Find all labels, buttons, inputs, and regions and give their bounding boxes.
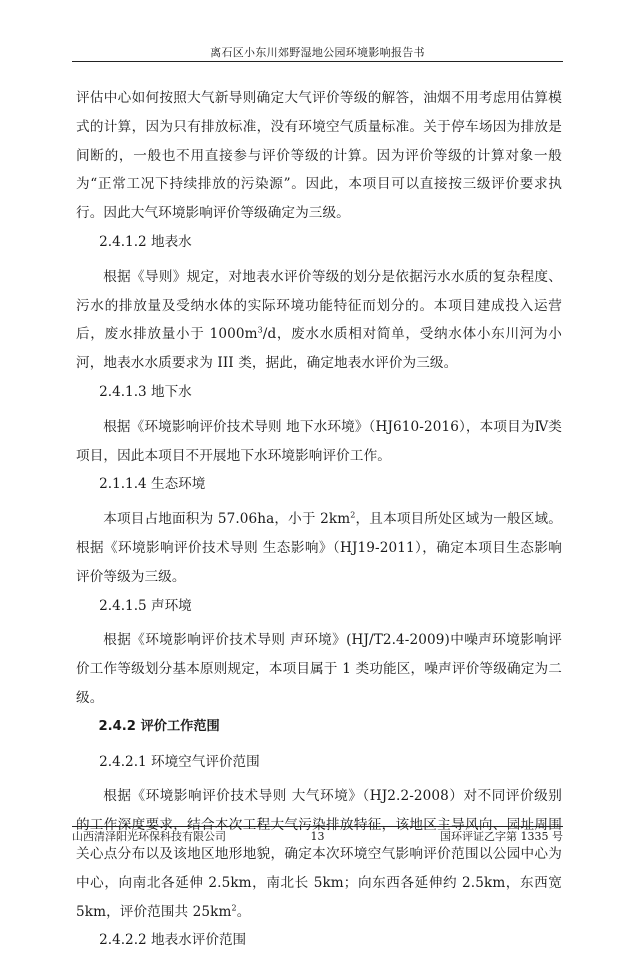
page-body bbox=[76, 84, 562, 955]
heading-2-4-2-1: 2.4.2.1 环境空气评价范围 bbox=[99, 753, 260, 770]
footer-certificate: 国环评证乙字第 1335 号 bbox=[440, 830, 563, 843]
paragraph-surface-water-part2: /d，废水水质相对简单，受纳水体小东川河为小河，地表水水质要求为 III 类，据此，确定地表水评价为三级。 bbox=[76, 326, 562, 372]
paragraph-noise: 根据《环境影响评价技术导则 声环境》(HJ/T2.4-2009)中噪声环境影响评价工作等级划分基本原则规定，本项目属于 1 类功能区，噪声评价等级确定为二级。 bbox=[76, 632, 562, 706]
heading-2-1-1-4: 2.1.1.4 生态环境 bbox=[99, 476, 206, 493]
superscript-2: 2 bbox=[350, 510, 356, 520]
paragraph-ecology bbox=[76, 505, 562, 591]
heading-2-4-2-2: 2.4.2.2 地表水评价范围 bbox=[99, 932, 247, 949]
footer-company: 山西清泽阳光环保科技有限公司 bbox=[72, 830, 226, 843]
superscript-3: 3 bbox=[257, 325, 263, 335]
heading-2-4-2: 2.4.2 评价工作范围 bbox=[98, 718, 220, 734]
paragraph-surface-water-part1: 根据《导则》规定，对地表水评价等级的划分是依据污水水质的复杂程度、污水的排放量及受纳水体的实际环境功能特征而划分的。本项目建成投入运营后，废水排放量小于 1000m bbox=[76, 268, 562, 343]
page-header: 离石区小东川郊野湿地公园环境影响报告书 bbox=[210, 46, 425, 59]
paragraph-surface-water bbox=[76, 263, 562, 378]
superscript-2b: 2 bbox=[231, 902, 237, 912]
paragraph-air-range-part2: 。 bbox=[236, 903, 251, 920]
paragraph-air-range-part1: 根据《环境影响评价技术导则 大气环境》（HJ2.2-2008）对不同评价级别的工作深度要求，结合本次工程大气污染排放特征，该地区主导风向、园址周围关心点分布以及该地区地形地貌，确定本次环境空气影响评价范围以公园中心为中心，向南北各延伸 2.5km，南北长 5km；向东西各延伸约 2.5km，东西宽 5km，评价范围共 25km bbox=[76, 788, 562, 920]
heading-2-4-1-2: 2.4.1.2 地表水 bbox=[99, 233, 192, 250]
heading-2-4-1-5: 2.4.1.5 声环境 bbox=[99, 597, 192, 614]
page-number: 13 bbox=[310, 830, 325, 843]
header-rule bbox=[72, 61, 563, 62]
paragraph-air-range bbox=[76, 782, 562, 926]
footer-rule bbox=[72, 826, 563, 827]
paragraph-air-conclusion: 评估中心如何按照大气新导则确定大气评价等级的解答，油烟不用考虑用估算模式的计算，因为只有排放标准，没有环境空气质量标准。关于停车场因为排放是间断的，一般也不用直接参与评价等级的计算。因为评价等级的计算对象一般为“正常工况下持续排放的污染源”。因此，本项目可以直接按三级评价要求执行。因此大气环境影响评价等级确定为三级。 bbox=[76, 90, 562, 222]
paragraph-groundwater: 根据《环境影响评价技术导则 地下水环境》（HJ610-2016），本项目为Ⅳ类项目，因此本项目不开展地下水环境影响评价工作。 bbox=[76, 418, 562, 464]
paragraph-ecology-part1: 本项目占地面积为 57.06ha，小于 2km bbox=[103, 511, 351, 528]
heading-2-4-1-3: 2.4.1.3 地下水 bbox=[99, 383, 192, 400]
paragraph-ecology-part2: ，且本项目所处区域为一般区域。根据《环境影响评价技术导则 生态影响》（HJ19-2011），确定本项目生态影响评价等级为三级。 bbox=[76, 511, 562, 585]
